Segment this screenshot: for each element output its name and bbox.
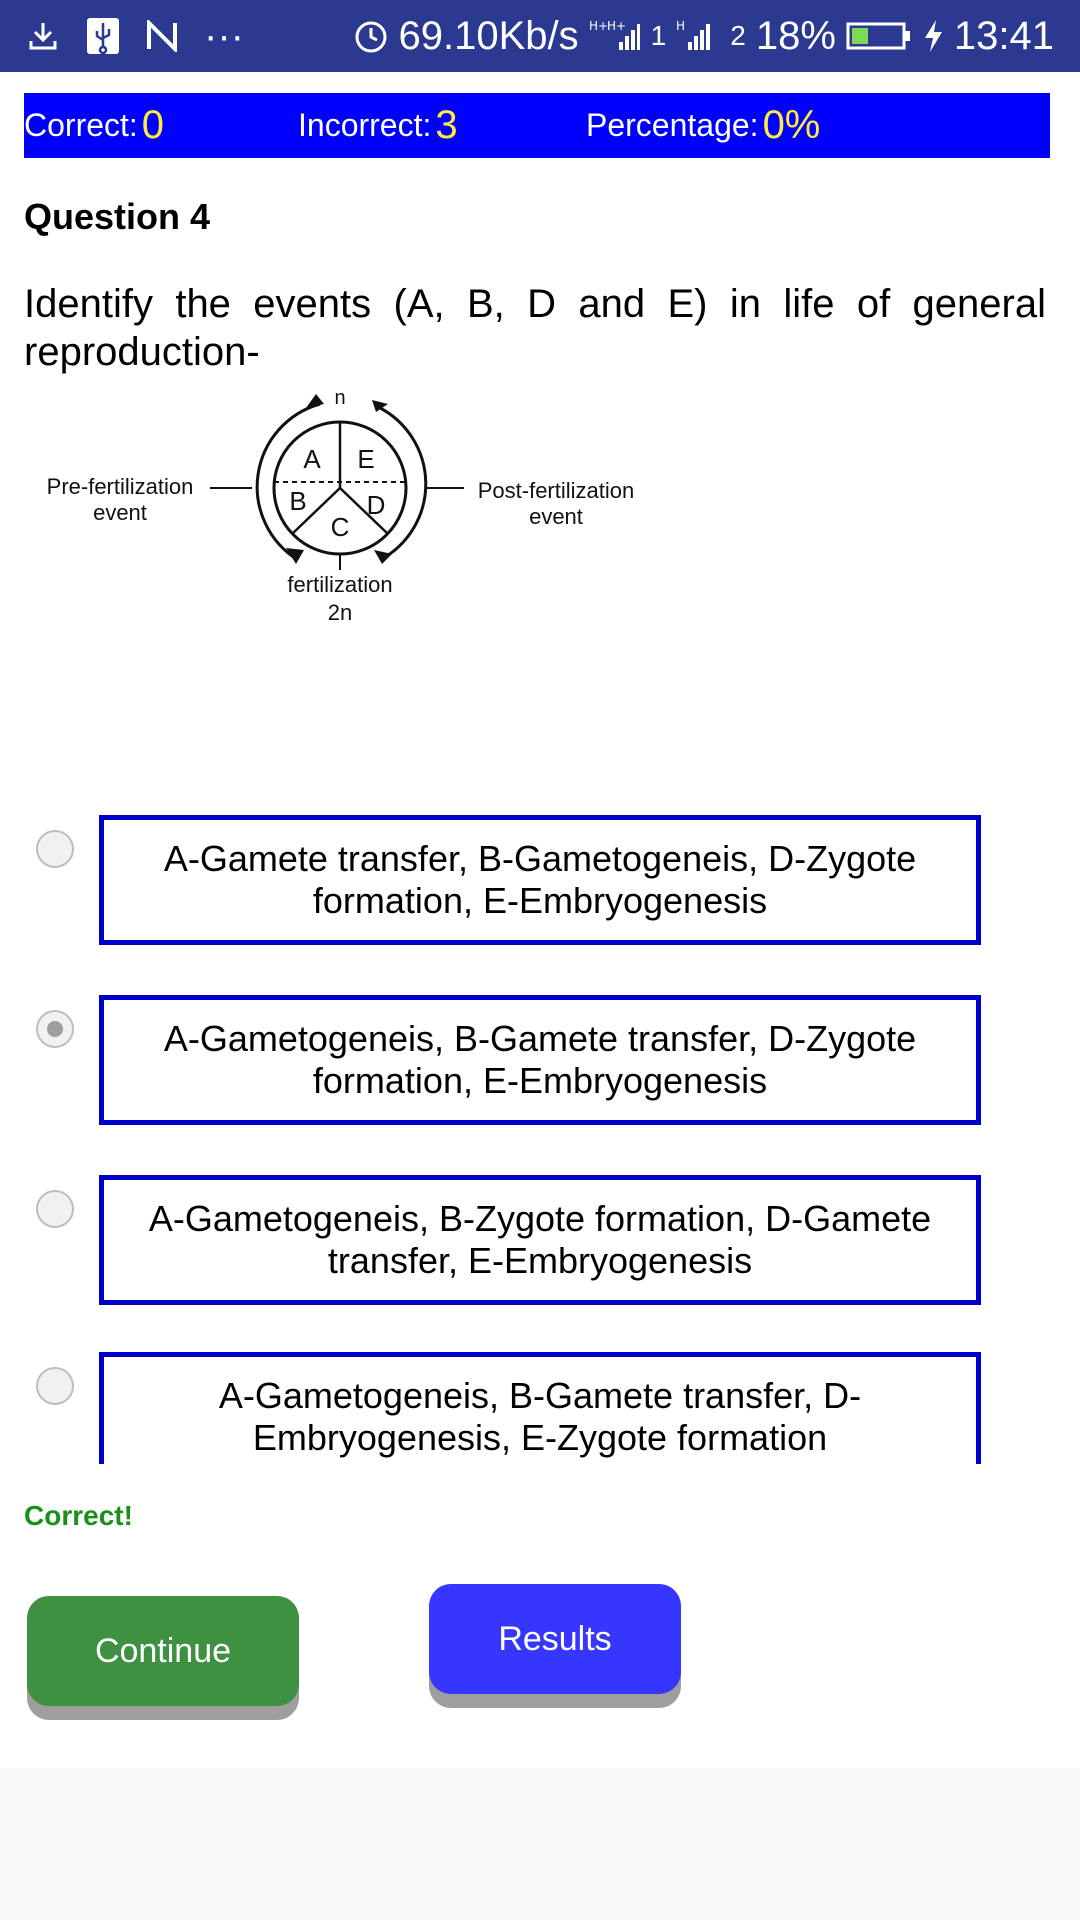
answer-option-2[interactable] <box>0 990 1080 1120</box>
fertilization-label: fertilization <box>287 572 393 597</box>
percentage-score <box>586 93 820 158</box>
option-text[interactable]: A-Gametogeneis, B-Gamete transfer, D-Zygote formation, E-Embryogenesis <box>99 995 981 1125</box>
correct-label: Correct: <box>24 107 138 143</box>
usb-icon <box>86 17 120 55</box>
status-bar <box>0 0 1080 72</box>
option-text[interactable]: A-Gamete transfer, B-Gametogeneis, D-Zygote formation, E-Embryogenesis <box>99 815 981 945</box>
sector-b-label: B <box>289 486 307 516</box>
sector-e-label: E <box>357 444 375 474</box>
sector-d-label: D <box>366 490 386 520</box>
radio-button[interactable] <box>36 1367 74 1405</box>
percentage-value: 0% <box>762 103 821 147</box>
feedback-message: Correct! <box>24 1500 133 1531</box>
answer-option-1[interactable] <box>0 810 1080 940</box>
answer-option-3[interactable] <box>0 1170 1080 1300</box>
radio-button[interactable] <box>36 830 74 868</box>
option-text[interactable]: A-Gametogeneis, B-Gamete transfer, D-Embryogenesis, E-Zygote formation <box>99 1352 981 1464</box>
svg-text:H+: H+ <box>588 19 608 33</box>
incorrect-label: Incorrect: <box>298 107 432 143</box>
alarm-icon <box>353 18 389 54</box>
diagram-top-label: n <box>334 387 346 409</box>
signal-icon <box>676 18 720 54</box>
pre-fertilization-label: Pre-fertilization <box>46 474 194 499</box>
battery-percent: 18% <box>755 13 836 58</box>
sim1-label: 1 <box>650 20 667 51</box>
post-fertilization-label-2: event <box>529 504 583 529</box>
download-icon <box>26 19 60 53</box>
battery-icon <box>846 21 912 51</box>
continue-button[interactable]: Continue <box>27 1596 299 1706</box>
percentage-label: Percentage: <box>586 107 759 143</box>
clock: 13:41 <box>953 13 1054 58</box>
svg-text:H+: H+ <box>606 19 626 33</box>
more-dots-icon: ··· <box>204 13 244 58</box>
pre-fertilization-label-2: event <box>93 500 147 525</box>
charging-icon <box>922 18 944 54</box>
network-speed: 69.10Kb/s <box>398 13 579 58</box>
n-icon <box>146 20 178 52</box>
radio-button[interactable] <box>36 1190 74 1228</box>
option-text[interactable]: A-Gametogeneis, B-Zygote formation, D-Gamete transfer, E-Embryogenesis <box>99 1175 981 1305</box>
incorrect-value: 3 <box>435 103 458 147</box>
bottom-blank-area <box>0 1768 1080 1920</box>
correct-score <box>24 93 164 158</box>
sim2-label: 2 <box>730 20 746 51</box>
question-title: Question 4 <box>24 196 211 237</box>
question-diagram <box>24 378 664 640</box>
post-fertilization-label: Post-fertilization <box>477 478 635 503</box>
results-button[interactable]: Results <box>429 1584 681 1694</box>
fertilization-2n-label: 2n <box>327 600 353 625</box>
answer-options <box>0 810 1080 1464</box>
radio-button[interactable] <box>36 1010 74 1048</box>
incorrect-score <box>298 93 458 158</box>
answer-option-4[interactable] <box>0 1347 1080 1464</box>
sector-c-label: C <box>330 512 350 542</box>
sector-a-label: A <box>303 444 321 474</box>
correct-value: 0 <box>141 103 165 147</box>
question-text: Identify the events (A, B, D and E) in life of general reproduction- <box>24 282 1046 374</box>
svg-text:H: H <box>676 19 686 33</box>
signal-icon <box>589 18 641 54</box>
score-bar <box>24 93 1050 158</box>
